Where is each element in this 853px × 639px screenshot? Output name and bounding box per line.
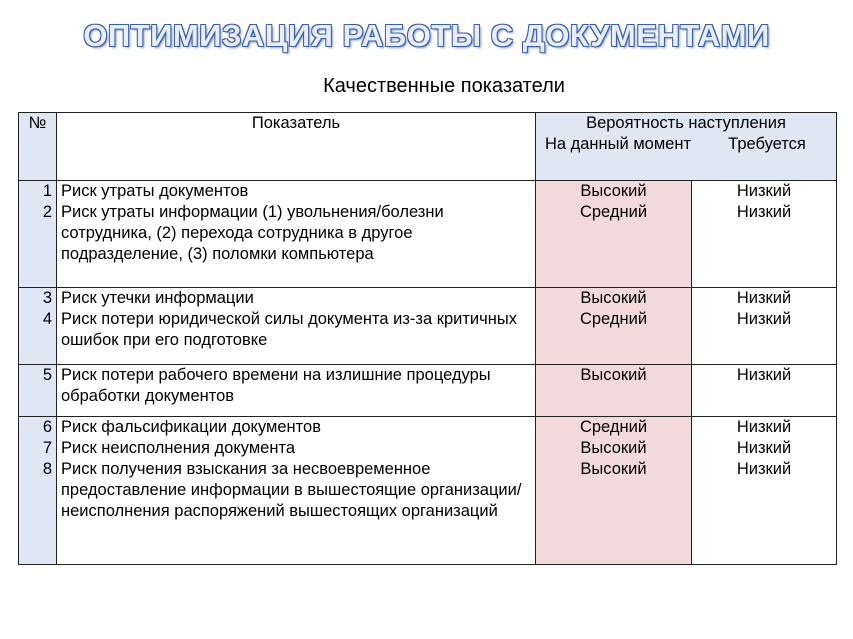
row-required: Низкий (736, 182, 792, 200)
row-now: Высокий (536, 365, 692, 417)
risk-indicators-table (18, 112, 837, 565)
header-probability: Вероятность наступления (586, 114, 786, 132)
row-num: 2 (42, 203, 52, 221)
slide-title: ОПТИМИЗАЦИЯ РАБОТЫ С ДОКУМЕНТАМИ (83, 18, 770, 53)
row-indicator: Риск фальсификации документов (61, 418, 321, 436)
num-cell (19, 288, 57, 365)
table-row-group (19, 365, 837, 417)
row-now: Высокий (580, 460, 647, 478)
row-num: 8 (42, 460, 52, 478)
row-num: 3 (42, 289, 52, 307)
header-now: На данный момент (544, 135, 692, 153)
num-cell (19, 417, 57, 565)
header-num: № (19, 113, 57, 181)
indicator-cell (57, 288, 536, 365)
row-indicator: Риск получения взыскания за несвоевременное предоставление информации в вышестоящие организации/неисполнения распоряжений вышестоящих организаций (61, 460, 522, 520)
row-required: Низкий (736, 439, 792, 457)
row-required: Низкий (736, 418, 792, 436)
header-probability-cell (536, 113, 837, 181)
row-now: Средний (579, 310, 648, 328)
row-now: Высокий (580, 182, 647, 200)
now-cell (536, 288, 692, 365)
row-now: Высокий (580, 289, 647, 307)
required-cell (692, 181, 837, 288)
table-row-group (19, 288, 837, 365)
required-cell (692, 288, 837, 365)
row-required: Низкий (692, 365, 837, 417)
row-required: Низкий (736, 310, 792, 328)
row-now: Средний (579, 418, 648, 436)
row-now: Высокий (580, 439, 647, 457)
indicator-cell (57, 417, 536, 565)
now-cell (536, 181, 692, 288)
table-row-group (19, 417, 837, 565)
indicator-cell (57, 181, 536, 288)
row-indicator: Риск утраты информации (1) увольнения/болезни сотрудника, (2) перехода сотрудника в другое подразделение, (3) поломки компьютера (61, 203, 444, 263)
row-required: Низкий (736, 203, 792, 221)
row-indicator: Риск потери рабочего времени на излишние процедуры обработки документов (57, 365, 536, 417)
header-required: Требуется (728, 135, 806, 153)
row-num: 7 (42, 439, 52, 457)
header-subcolumns (540, 134, 832, 155)
header-row (19, 113, 837, 181)
table-row-group (19, 181, 837, 288)
row-indicator: Риск утраты документов (61, 182, 249, 200)
row-num: 5 (19, 365, 57, 417)
row-num: 1 (42, 182, 52, 200)
now-cell (536, 417, 692, 565)
row-required: Низкий (736, 460, 792, 478)
row-now: Средний (579, 203, 648, 221)
header-indicator: Показатель (57, 113, 536, 181)
row-required: Низкий (736, 289, 792, 307)
row-indicator: Риск потери юридической силы документа из-за критичных ошибок при его подготовке (61, 310, 517, 349)
required-cell (692, 417, 837, 565)
row-indicator: Риск неисполнения документа (61, 439, 295, 457)
num-cell (19, 181, 57, 288)
row-num: 6 (42, 418, 52, 436)
slide-subtitle: Качественные показатели (323, 75, 565, 97)
row-indicator: Риск утечки информации (61, 289, 254, 307)
row-num: 4 (42, 310, 52, 328)
